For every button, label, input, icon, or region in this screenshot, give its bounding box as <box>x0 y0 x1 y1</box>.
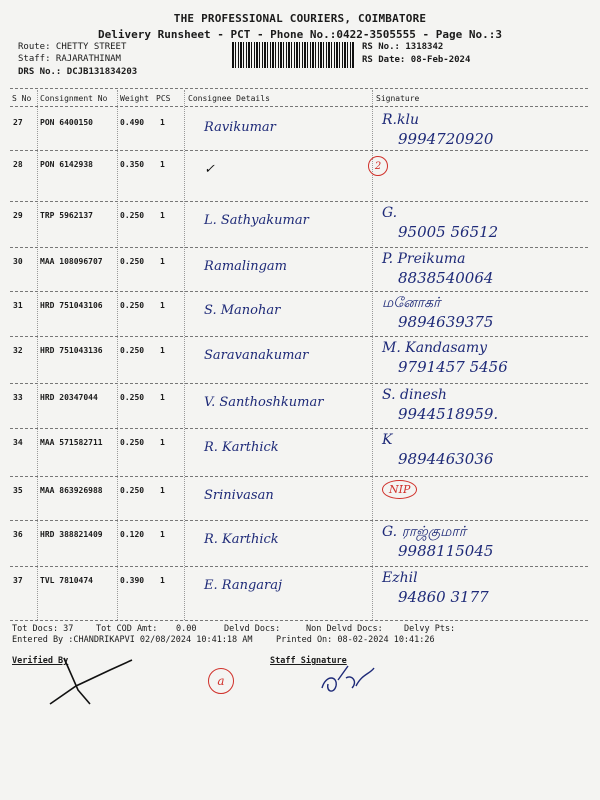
row-consignee-handwritten: S. Manohar <box>204 303 281 318</box>
row-consignee-handwritten: V. Santhoshkumar <box>204 395 324 410</box>
row-consignment: HRD 751043106 <box>40 301 103 310</box>
column-divider <box>37 90 38 620</box>
barcode <box>232 42 354 68</box>
row-serial: 32 <box>13 346 23 355</box>
col-pcs: PCS <box>156 94 171 103</box>
row-consignee-handwritten: Ravikumar <box>204 120 276 135</box>
row-serial: 36 <box>13 530 23 539</box>
entered-by: Entered By :CHANDRIKAPVI 02/08/2024 10:41:18 AM <box>12 635 253 645</box>
row-consignee-handwritten: R. Karthick <box>204 440 279 455</box>
col-consignee: Consignee Details <box>188 94 270 103</box>
row-serial: 29 <box>13 211 23 220</box>
row-phone-handwritten: 9994720920 <box>398 130 494 148</box>
row-consignment: TRP 5962137 <box>40 211 93 220</box>
row-consignment: PON 6142938 <box>40 160 93 169</box>
row-weight: 0.250 <box>120 346 145 355</box>
rs-number: RS No.: 1318342 <box>362 42 444 52</box>
row-weight: 0.390 <box>120 576 145 585</box>
row-divider <box>10 336 588 337</box>
row-phone-handwritten: 9791457 5456 <box>398 358 508 376</box>
row-signature-handwritten: NIP <box>382 480 417 499</box>
row-serial: 34 <box>13 438 23 447</box>
row-divider <box>10 150 588 151</box>
row-signature-handwritten: Ezhil <box>382 570 418 586</box>
circled-mark-a: a <box>208 668 234 694</box>
divider <box>10 106 588 107</box>
printed-on: Printed On: 08-02-2024 10:41:26 <box>276 635 435 645</box>
row-divider <box>10 520 588 521</box>
drs-number: DRS No.: DCJB131834203 <box>18 67 138 77</box>
row-signature-handwritten: G. ராஜ்குமார் <box>382 524 467 540</box>
row-phone-handwritten: 94860 3177 <box>398 588 489 606</box>
total-cod-value: 0.00 <box>176 624 197 634</box>
divider <box>10 88 588 89</box>
row-divider <box>10 383 588 384</box>
col-sno: S No <box>12 94 32 103</box>
row-pieces: 1 <box>160 486 165 495</box>
row-weight: 0.120 <box>120 530 145 539</box>
row-weight: 0.250 <box>120 211 145 220</box>
col-consignment: Consignment No <box>40 94 108 103</box>
row-weight: 0.490 <box>120 118 145 127</box>
company-title: THE PROFESSIONAL COURIERS, COIMBATORE <box>173 12 427 25</box>
row-consignee-handwritten: ✓ <box>204 162 215 177</box>
staff-label: Staff: RAJARATHINAM <box>18 54 121 64</box>
row-serial: 30 <box>13 257 23 266</box>
row-divider <box>10 201 588 202</box>
row-serial: 31 <box>13 301 23 310</box>
row-signature-handwritten: R.klu <box>382 112 419 128</box>
row-consignee-handwritten: L. Sathyakumar <box>204 213 309 228</box>
verifier-signature <box>40 650 140 710</box>
row-consignment: MAA 108096707 <box>40 257 103 266</box>
row-divider <box>10 247 588 248</box>
delivery-points: Delvy Pts: <box>404 624 456 634</box>
row-divider <box>10 566 588 567</box>
runsheet-subtitle: Delivery Runsheet - PCT - Phone No.:0422-3505555 - Page No.:3 <box>98 28 502 41</box>
row-consignee-handwritten: E. Rangaraj <box>204 578 283 593</box>
row-weight: 0.250 <box>120 438 145 447</box>
row-consignee-handwritten: Saravanakumar <box>204 348 309 363</box>
row-consignee-handwritten: Srinivasan <box>204 488 274 503</box>
route-label: Route: CHETTY STREET <box>18 42 127 52</box>
row-consignment: MAA 571582711 <box>40 438 103 447</box>
row-serial: 37 <box>13 576 23 585</box>
row-weight: 0.350 <box>120 160 145 169</box>
row-serial: 35 <box>13 486 23 495</box>
row-pieces: 1 <box>160 211 165 220</box>
row-pieces: 1 <box>160 118 165 127</box>
row-signature-handwritten: M. Kandasamy <box>382 340 488 356</box>
row-signature-handwritten: K <box>382 432 393 448</box>
row-signature-handwritten: S. dinesh <box>382 387 447 403</box>
row-pieces: 1 <box>160 438 165 447</box>
row-phone-handwritten: 9894463036 <box>398 450 494 468</box>
row-consignee-handwritten: R. Karthick <box>204 532 279 547</box>
delivered-docs: Delvd Docs: <box>224 624 281 634</box>
row-serial: 33 <box>13 393 23 402</box>
row-pieces: 1 <box>160 160 165 169</box>
row-weight: 0.250 <box>120 257 145 266</box>
row-consignment: HRD 20347044 <box>40 393 98 402</box>
row-phone-handwritten: 95005 56512 <box>398 223 499 241</box>
row-pieces: 1 <box>160 257 165 266</box>
row-consignment: PON 6400150 <box>40 118 93 127</box>
row-divider <box>10 476 588 477</box>
row-serial: 28 <box>13 160 23 169</box>
row-divider <box>10 428 588 429</box>
row-weight: 0.250 <box>120 486 145 495</box>
row-phone-handwritten: 9894639375 <box>398 313 494 331</box>
row-signature-handwritten: P. Preikuma <box>382 251 466 267</box>
rs-date: RS Date: 08-Feb-2024 <box>362 55 471 65</box>
row-consignment: TVL 7810474 <box>40 576 93 585</box>
verified-by-label: Verified By <box>12 656 69 666</box>
row-consignment: HRD 751043136 <box>40 346 103 355</box>
row-pieces: 1 <box>160 346 165 355</box>
col-signature: Signature <box>376 94 420 103</box>
row-phone-handwritten: 9944518959. <box>398 405 499 423</box>
row-weight: 0.250 <box>120 301 145 310</box>
row-consignment: MAA 863926988 <box>40 486 103 495</box>
staff-signature-label: Staff Signature <box>270 656 347 666</box>
row-phone-handwritten: 9988115045 <box>398 542 494 560</box>
row-phone-handwritten: 8838540064 <box>398 269 494 287</box>
row-consignee-handwritten: Ramalingam <box>204 259 288 274</box>
row-serial: 27 <box>13 118 23 127</box>
row-signature-handwritten: மனோகர் <box>382 295 441 311</box>
row-weight: 0.250 <box>120 393 145 402</box>
column-divider <box>184 90 185 620</box>
staff-signature-scribble <box>318 660 378 700</box>
non-delivered-docs: Non Delvd Docs: <box>306 624 383 634</box>
total-cod-label: Tot COD Amt: <box>96 624 158 634</box>
row-pieces: 1 <box>160 301 165 310</box>
divider <box>10 620 588 621</box>
column-divider <box>117 90 118 620</box>
col-weight: Weight <box>120 94 149 103</box>
circled-mark-2: 2 <box>368 156 388 176</box>
row-divider <box>10 291 588 292</box>
row-consignment: HRD 388821409 <box>40 530 103 539</box>
row-pieces: 1 <box>160 530 165 539</box>
row-pieces: 1 <box>160 576 165 585</box>
row-signature-handwritten: G. <box>382 205 398 221</box>
total-docs: Tot Docs: 37 <box>12 624 74 634</box>
row-pieces: 1 <box>160 393 165 402</box>
